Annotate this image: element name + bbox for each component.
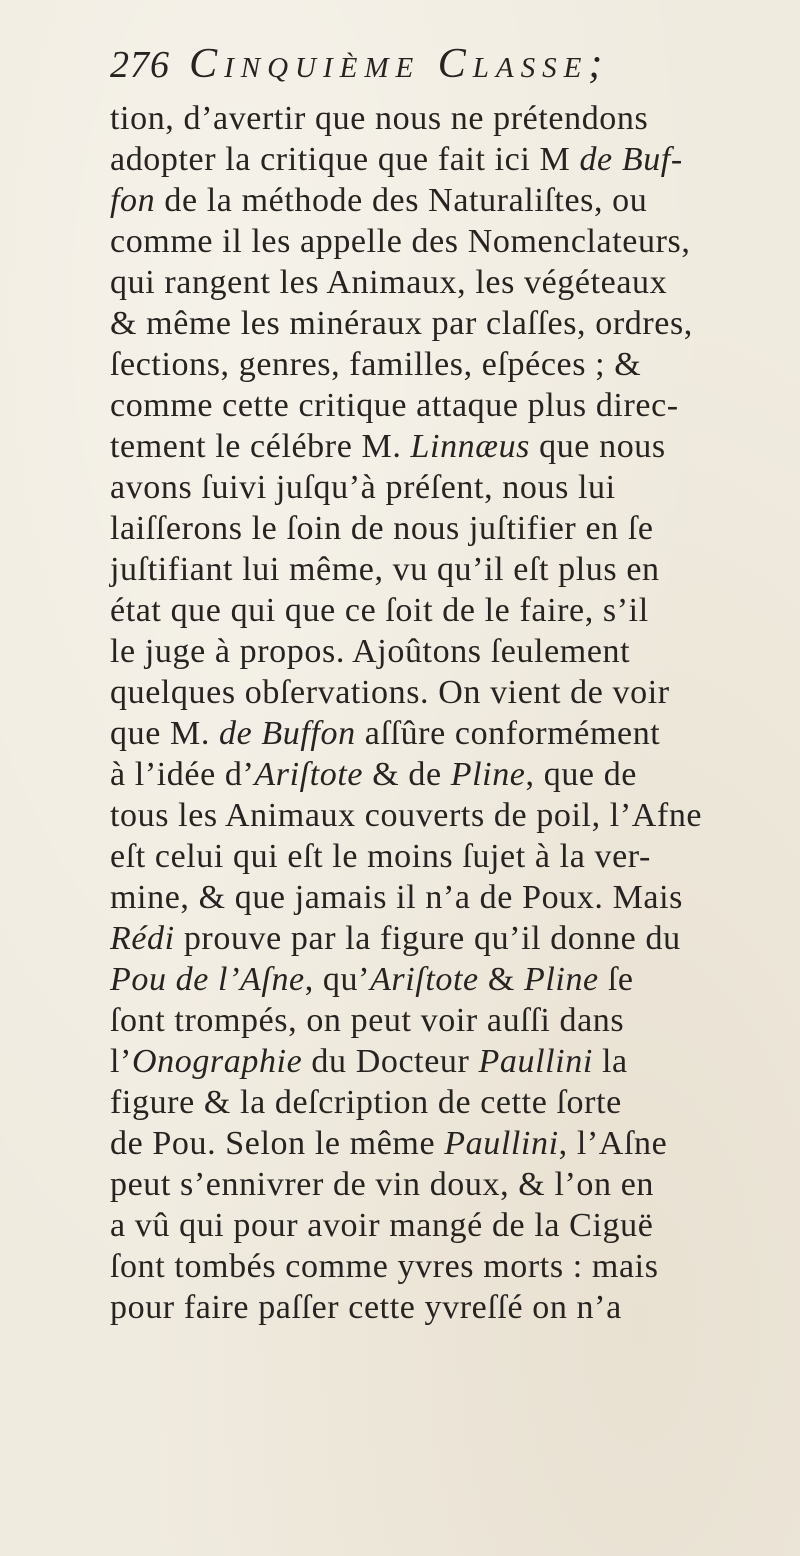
text-segment: ſont trompés, on peut voir auſſi dans: [110, 1002, 625, 1039]
text-segment: comme il les appelle des Nomenclateurs,: [110, 223, 691, 260]
text-segment: juſtifiant lui même, vu qu’il eſt plus en: [110, 551, 660, 588]
text-line: [110, 303, 800, 344]
text-segment: &: [478, 961, 524, 998]
italic-text: Rédi: [110, 920, 175, 957]
italic-text: Linnæus: [410, 428, 530, 465]
text-line: [110, 98, 800, 139]
text-segment: , que de: [525, 756, 637, 793]
text-segment: aſſûre conformément: [355, 715, 661, 752]
page-number: 276: [110, 44, 170, 86]
text-segment: & de: [363, 756, 451, 793]
text-line: [110, 1123, 800, 1164]
page-header: [110, 40, 800, 100]
italic-text: Paullini: [478, 1043, 593, 1080]
text-segment: prouve par la figure qu’il donne du: [174, 920, 681, 957]
text-line: [110, 385, 800, 426]
text-line: [110, 1205, 800, 1246]
text-segment: eſt celui qui eſt le moins ſujet à la ver-: [110, 838, 651, 875]
text-segment: que M.: [110, 715, 220, 752]
text-segment: comme cette critique attaque plus direc-: [110, 387, 679, 424]
text-line: [110, 508, 800, 549]
text-segment: & même les minéraux par claſſes, ordres,: [110, 305, 693, 342]
text-line: [110, 1287, 800, 1328]
text-line: [110, 959, 800, 1000]
italic-text: de Buffon: [219, 715, 356, 752]
text-line: [110, 1164, 800, 1205]
text-line: [110, 1246, 800, 1287]
text-line: [110, 672, 800, 713]
text-segment: du Docteur: [302, 1043, 479, 1080]
text-segment: tion, d’avertir que nous ne prétendons: [110, 100, 649, 137]
text-segment: le juge à propos. Ajoûtons ſeulement: [110, 633, 631, 670]
text-segment: de la méthode des Naturaliſtes, ou: [155, 182, 648, 219]
text-line: [110, 180, 800, 221]
body-text: [110, 98, 800, 1328]
text-line: [110, 1041, 800, 1082]
text-segment: , qu’: [304, 961, 371, 998]
text-line: [110, 1082, 800, 1123]
text-segment: tement le célébre M.: [110, 428, 411, 465]
text-segment: avons ſuivi juſqu’à préſent, nous lui: [110, 469, 616, 506]
text-line: [110, 262, 800, 303]
text-segment: peut s’ennivrer de vin doux, & l’on en: [110, 1166, 655, 1203]
text-segment: ſe: [598, 961, 634, 998]
text-segment: à l’idée d’: [110, 756, 255, 793]
text-line: [110, 836, 800, 877]
text-line: [110, 549, 800, 590]
text-segment: ſont tombés comme yvres morts : mais: [110, 1248, 659, 1285]
text-segment: pour faire paſſer cette yvreſſé on n’a: [110, 1289, 622, 1326]
text-segment: ſections, genres, familles, eſpéces ; &: [110, 346, 642, 383]
text-line: [110, 590, 800, 631]
text-line: [110, 631, 800, 672]
text-segment: l’: [110, 1043, 132, 1080]
text-segment: que nous: [530, 428, 666, 465]
text-segment: mine, & que jamais il n’a de Poux. Mais: [110, 879, 683, 916]
text-segment: a vû qui pour avoir mangé de la Ciguë: [110, 1207, 654, 1244]
text-line: [110, 754, 800, 795]
text-segment: état que qui que ce ſoit de le faire, s’il: [110, 592, 649, 629]
text-segment: qui rangent les Animaux, les végéteaux: [110, 264, 668, 301]
text-line: [110, 344, 800, 385]
text-line: [110, 918, 800, 959]
text-segment: la: [592, 1043, 628, 1080]
text-line: [110, 795, 800, 836]
italic-text: Pline: [524, 961, 599, 998]
running-head: Cinquième Classe;: [189, 41, 610, 87]
text-line: [110, 467, 800, 508]
italic-text: fon: [110, 182, 156, 219]
text-line: [110, 139, 800, 180]
italic-text: Onographie: [131, 1043, 303, 1080]
italic-text: Ariſtote: [370, 961, 479, 998]
text-line: [110, 713, 800, 754]
text-segment: , l’Aſne: [558, 1125, 668, 1162]
text-line: [110, 877, 800, 918]
text-line: [110, 221, 800, 262]
text-line: [110, 1000, 800, 1041]
italic-text: Ariſtote: [254, 756, 364, 793]
italic-text: Pou de l’Aſne: [110, 961, 305, 998]
text-line: [110, 426, 800, 467]
text-segment: adopter la critique que fait ici M: [110, 141, 580, 178]
italic-text: de Buf-: [579, 141, 683, 178]
text-segment: figure & la deſcription de cette ſorte: [110, 1084, 622, 1121]
text-segment: tous les Animaux couverts de poil, l’Afne: [110, 797, 703, 834]
text-segment: quelques obſervations. On vient de voir: [110, 674, 670, 711]
italic-text: Paullini: [444, 1125, 559, 1162]
italic-text: Pline: [450, 756, 526, 793]
text-segment: de Pou. Selon le même: [110, 1125, 445, 1162]
text-segment: laiſſerons le ſoin de nous juſtifier en ſe: [110, 510, 654, 547]
